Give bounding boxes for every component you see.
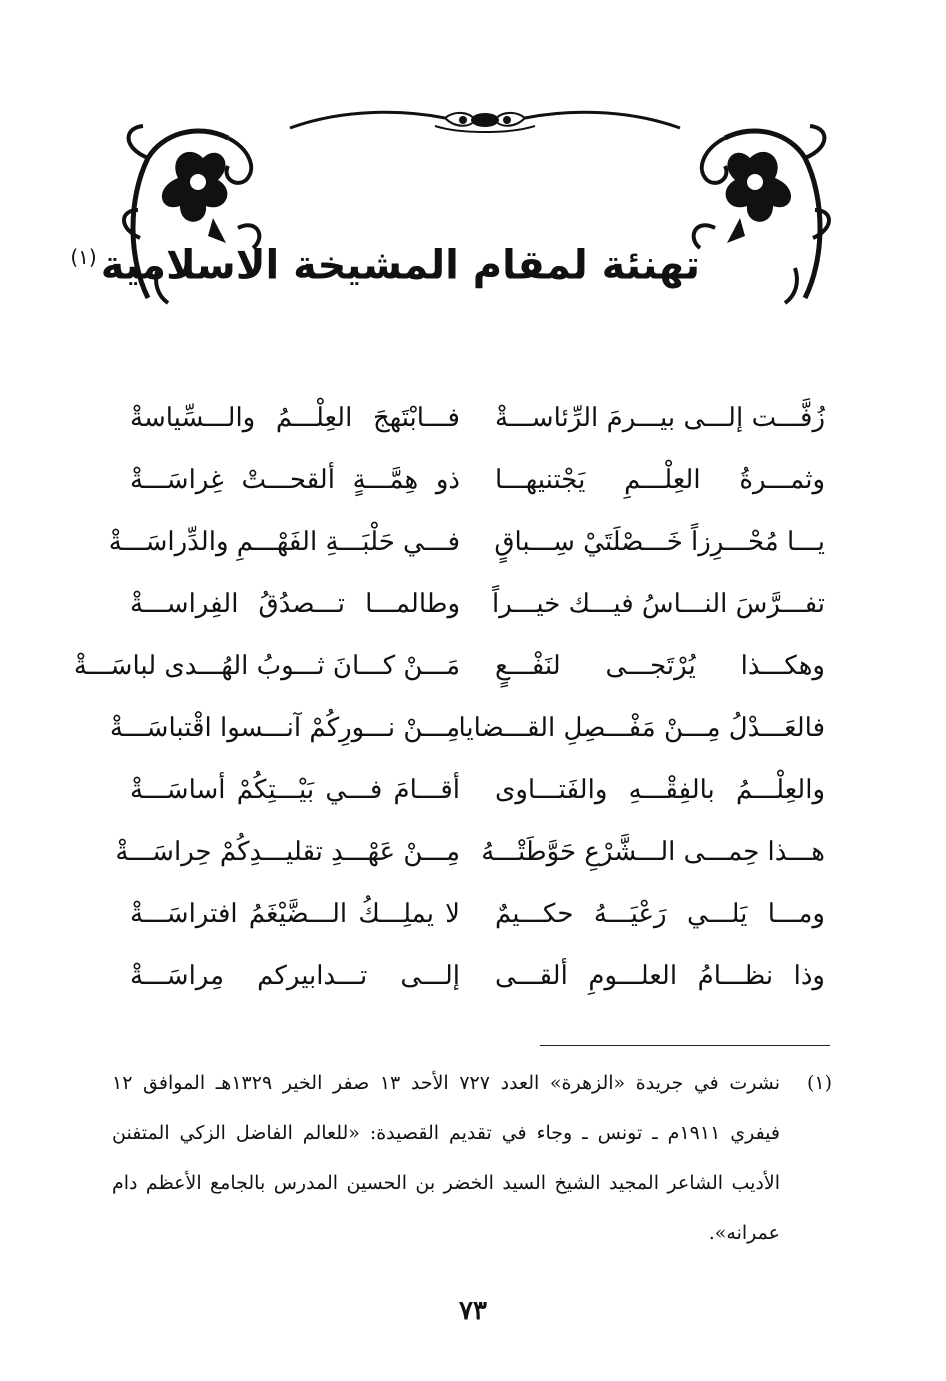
verse-row [110, 450, 850, 512]
verse-first-hemistich: هـــذا حِمـــى الـــشَّرْعِ حَوَّطَتْـــهُ [481, 837, 825, 867]
verse-row [110, 822, 850, 884]
verse-row [73, 636, 850, 698]
poem-title-text: تهنئة لمقام المشيخة الاسلامية [100, 242, 700, 289]
footnote-divider [540, 1045, 830, 1046]
verse-row [110, 946, 850, 1008]
verse-first-hemistich: والعِلْـــمُ بالفِقْـــهِ والفَتـــاوى [495, 775, 825, 805]
page-number: ٧٣ [459, 1296, 487, 1326]
verse-second-hemistich: وطالمـــا تـــصدُقُ الفِراســـةْ [130, 589, 460, 619]
verse-row [110, 512, 850, 574]
verse-first-hemistich: فالعَـــدْلُ مِـــنْ مَفْـــصِلِ القـــضايا [458, 713, 825, 743]
verse-first-hemistich: وهكـــذا يُرْتَجـــى لنَفْـــعٍ [495, 651, 825, 681]
verse-second-hemistich: فـــابْتَهجَ العِلْـــمُ والـــسِّياسةْ [130, 403, 460, 433]
poem-body [73, 388, 850, 1008]
title-footnote-ref: (١) [70, 245, 97, 269]
verse-row [110, 884, 850, 946]
verse-second-hemistich: فـــي حَلْبَـــةِ الفَهْـــمِ والدِّراسَـــةْ [108, 527, 460, 557]
footnote-marker: (١) [806, 1072, 832, 1094]
verse-row [110, 574, 850, 636]
verse-first-hemistich: تفـــرَّسَ النـــاسُ فيـــك خيـــراً [492, 589, 825, 619]
poem-title [70, 222, 700, 292]
top-flourish-ornament [285, 100, 685, 140]
verse-row [110, 698, 850, 760]
verse-second-hemistich: إلـــى تـــدابيركم مِراسَـــةْ [130, 961, 460, 991]
verse-first-hemistich: وذا نظـــامُ العلـــومِ ألقـــى [495, 961, 825, 991]
verse-second-hemistich: لا يملِـــكُ الـــضَّيْغَمُ افتراسَـــةْ [130, 899, 460, 929]
verse-second-hemistich: مِـــنْ نـــورِكُمْ آنـــسوا اقْتباسَـــةْ [109, 713, 460, 743]
verse-row [110, 760, 850, 822]
verse-first-hemistich: زُفَّـــت إلـــى بيـــرمَ الرِّئاســـةْ [495, 403, 825, 433]
right-corner-ornament [685, 118, 835, 308]
verse-second-hemistich: مِـــنْ عَهْـــدِ تقليـــدِكُمْ حِراسَـــةْ [115, 837, 460, 867]
verse-first-hemistich: ومـــا يَلـــي رَعْيَـــهُ حكـــيمٌ [495, 899, 825, 929]
footnote [112, 1058, 832, 1258]
verse-first-hemistich: يـــا مُحْـــرِزاً خَـــصْلَتَيْ سِـــباقٍ [494, 527, 825, 557]
verse-first-hemistich: وثمـــرةُ العِلْـــمِ يَجْتنيهـــا [495, 465, 825, 495]
footnote-text: نشرت في جريدة «الزهرة» العدد ٧٢٧ الأحد ١٣ صفر الخير ١٣٢٩هـ الموافق ١٢ فيفري ١٩١١م ـ تونس ـ وجاء في تقديم القصيدة: «للعالم الفاضل الزكي المتفنن الأديب الشاعر المجيد الشيخ السيد الخضر بن الحسين المدرس بالجامع الأعظم دام عمرانه». [112, 1072, 780, 1244]
verse-second-hemistich: مَـــنْ كـــانَ ثـــوبُ الهُـــدى لباسَـــةْ [73, 651, 460, 681]
verse-row [110, 388, 850, 450]
verse-second-hemistich: أقـــامَ فـــي بَيْـــتِكُمْ أساسَـــةْ [130, 775, 460, 805]
verse-second-hemistich: ذو هِمَّـــةٍ ألقحـــتْ غِراسَـــةْ [130, 465, 460, 495]
